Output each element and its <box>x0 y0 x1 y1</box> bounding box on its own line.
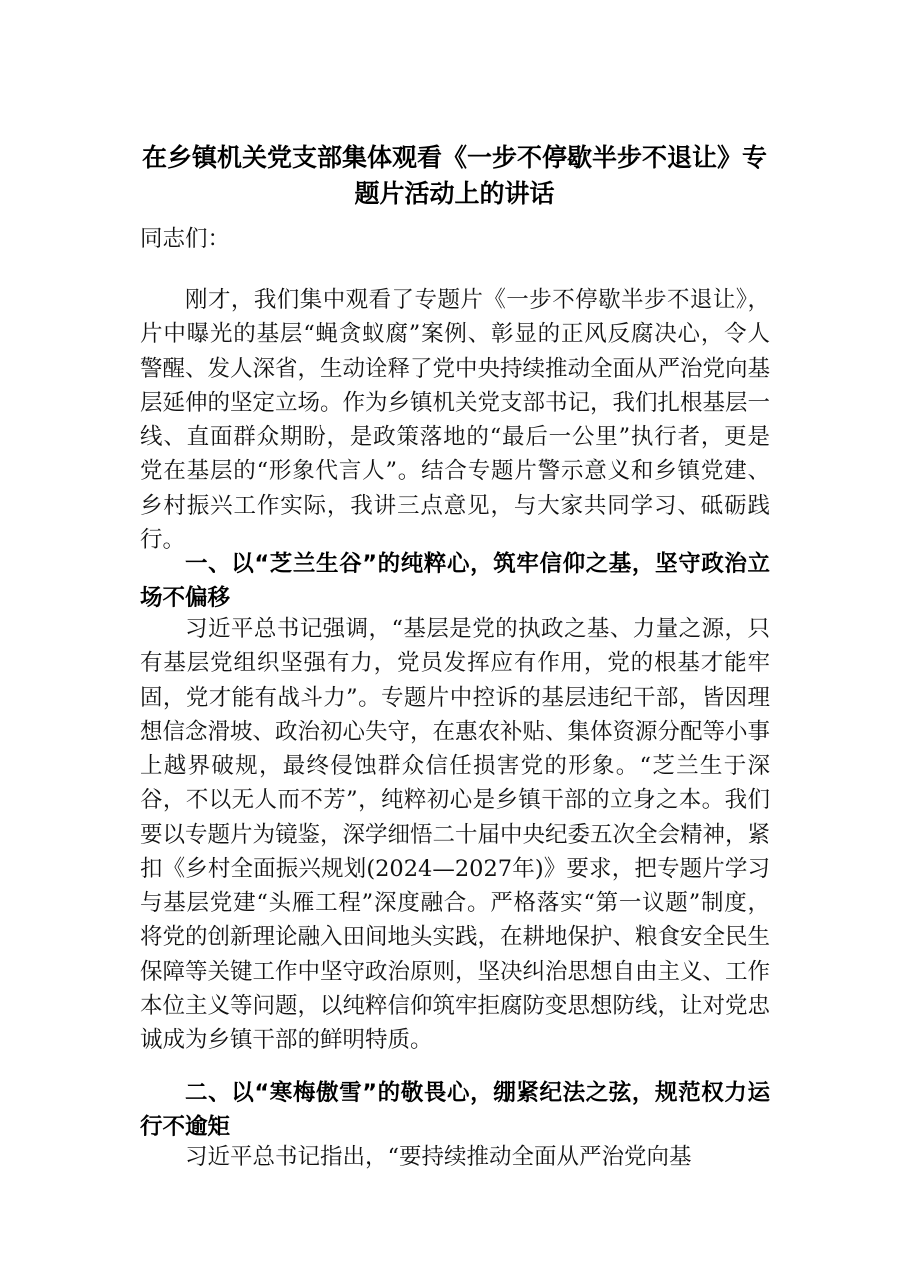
paragraph-intro: 刚才，我们集中观看了专题片《一步不停歇半步不退让》，片中曝光的基层“蝇贪蚁腐”案例、彰显的正风反腐决心，令人警醒、发人深省，生动诠释了党中央持续推动全面从严治党向基层延伸的坚定立场。作为乡镇机关党支部书记，我们扎根基层一线、直面群众期盼，是政策落地的“最后一公里”执行者，更是党在基层的“形象代言人”。结合专题片警示意义和乡镇党建、乡村振兴工作实际，我讲三点意见，与大家共同学习、砥砺践行。 <box>140 287 771 553</box>
section-heading-1: 一、以“芝兰生谷”的纯粹心，筑牢信仰之基，坚守政治立场不偏移 <box>140 551 770 612</box>
document-title: 在乡镇机关党支部集体观看《一步不停歇半步不退让》专题片活动上的讲话 <box>141 143 767 208</box>
paragraph-section-2: 习近平总书记指出，“要持续推动全面从严治党向基 <box>185 1144 692 1170</box>
section-heading-2: 二、以“寒梅傲雪”的敬畏心，绷紧纪法之弦，规范权力运行不逾矩 <box>140 1080 770 1141</box>
paragraph-section-1: 习近平总书记强调，“基层是党的执政之基、力量之源，只有基层党组织坚强有力，党员发挥应有作用，党的根基才能牢固，党才能有战斗力”。专题片中控诉的基层违纪干部，皆因理想信念滑坡、政治初心失守，在惠农补贴、集体资源分配等小事上越界破规，最终侵蚀群众信任损害党的形象。“芝兰生于深谷，不以无人而不芳”，纯粹初心是乡镇干部的立身之本。我们要以专题片为镜鉴，深学细悟二十届中央纪委五次全会精神，紧扣《乡村全面振兴规划(2024—2027年)》要求，把专题片学习与基层党建“头雁工程”深度融合。严格落实“第一议题”制度，将党的创新理论融入田间地头实践，在耕地保护、粮食安全民生保障等关键工作中坚守政治原则，坚决纠治思想自由主义、工作本位主义等问题，以纯粹信仰筑牢拒腐防变思想防线，让对党忠诚成为乡镇干部的鲜明特质。 <box>140 616 771 1053</box>
salutation: 同志们： <box>140 226 231 252</box>
